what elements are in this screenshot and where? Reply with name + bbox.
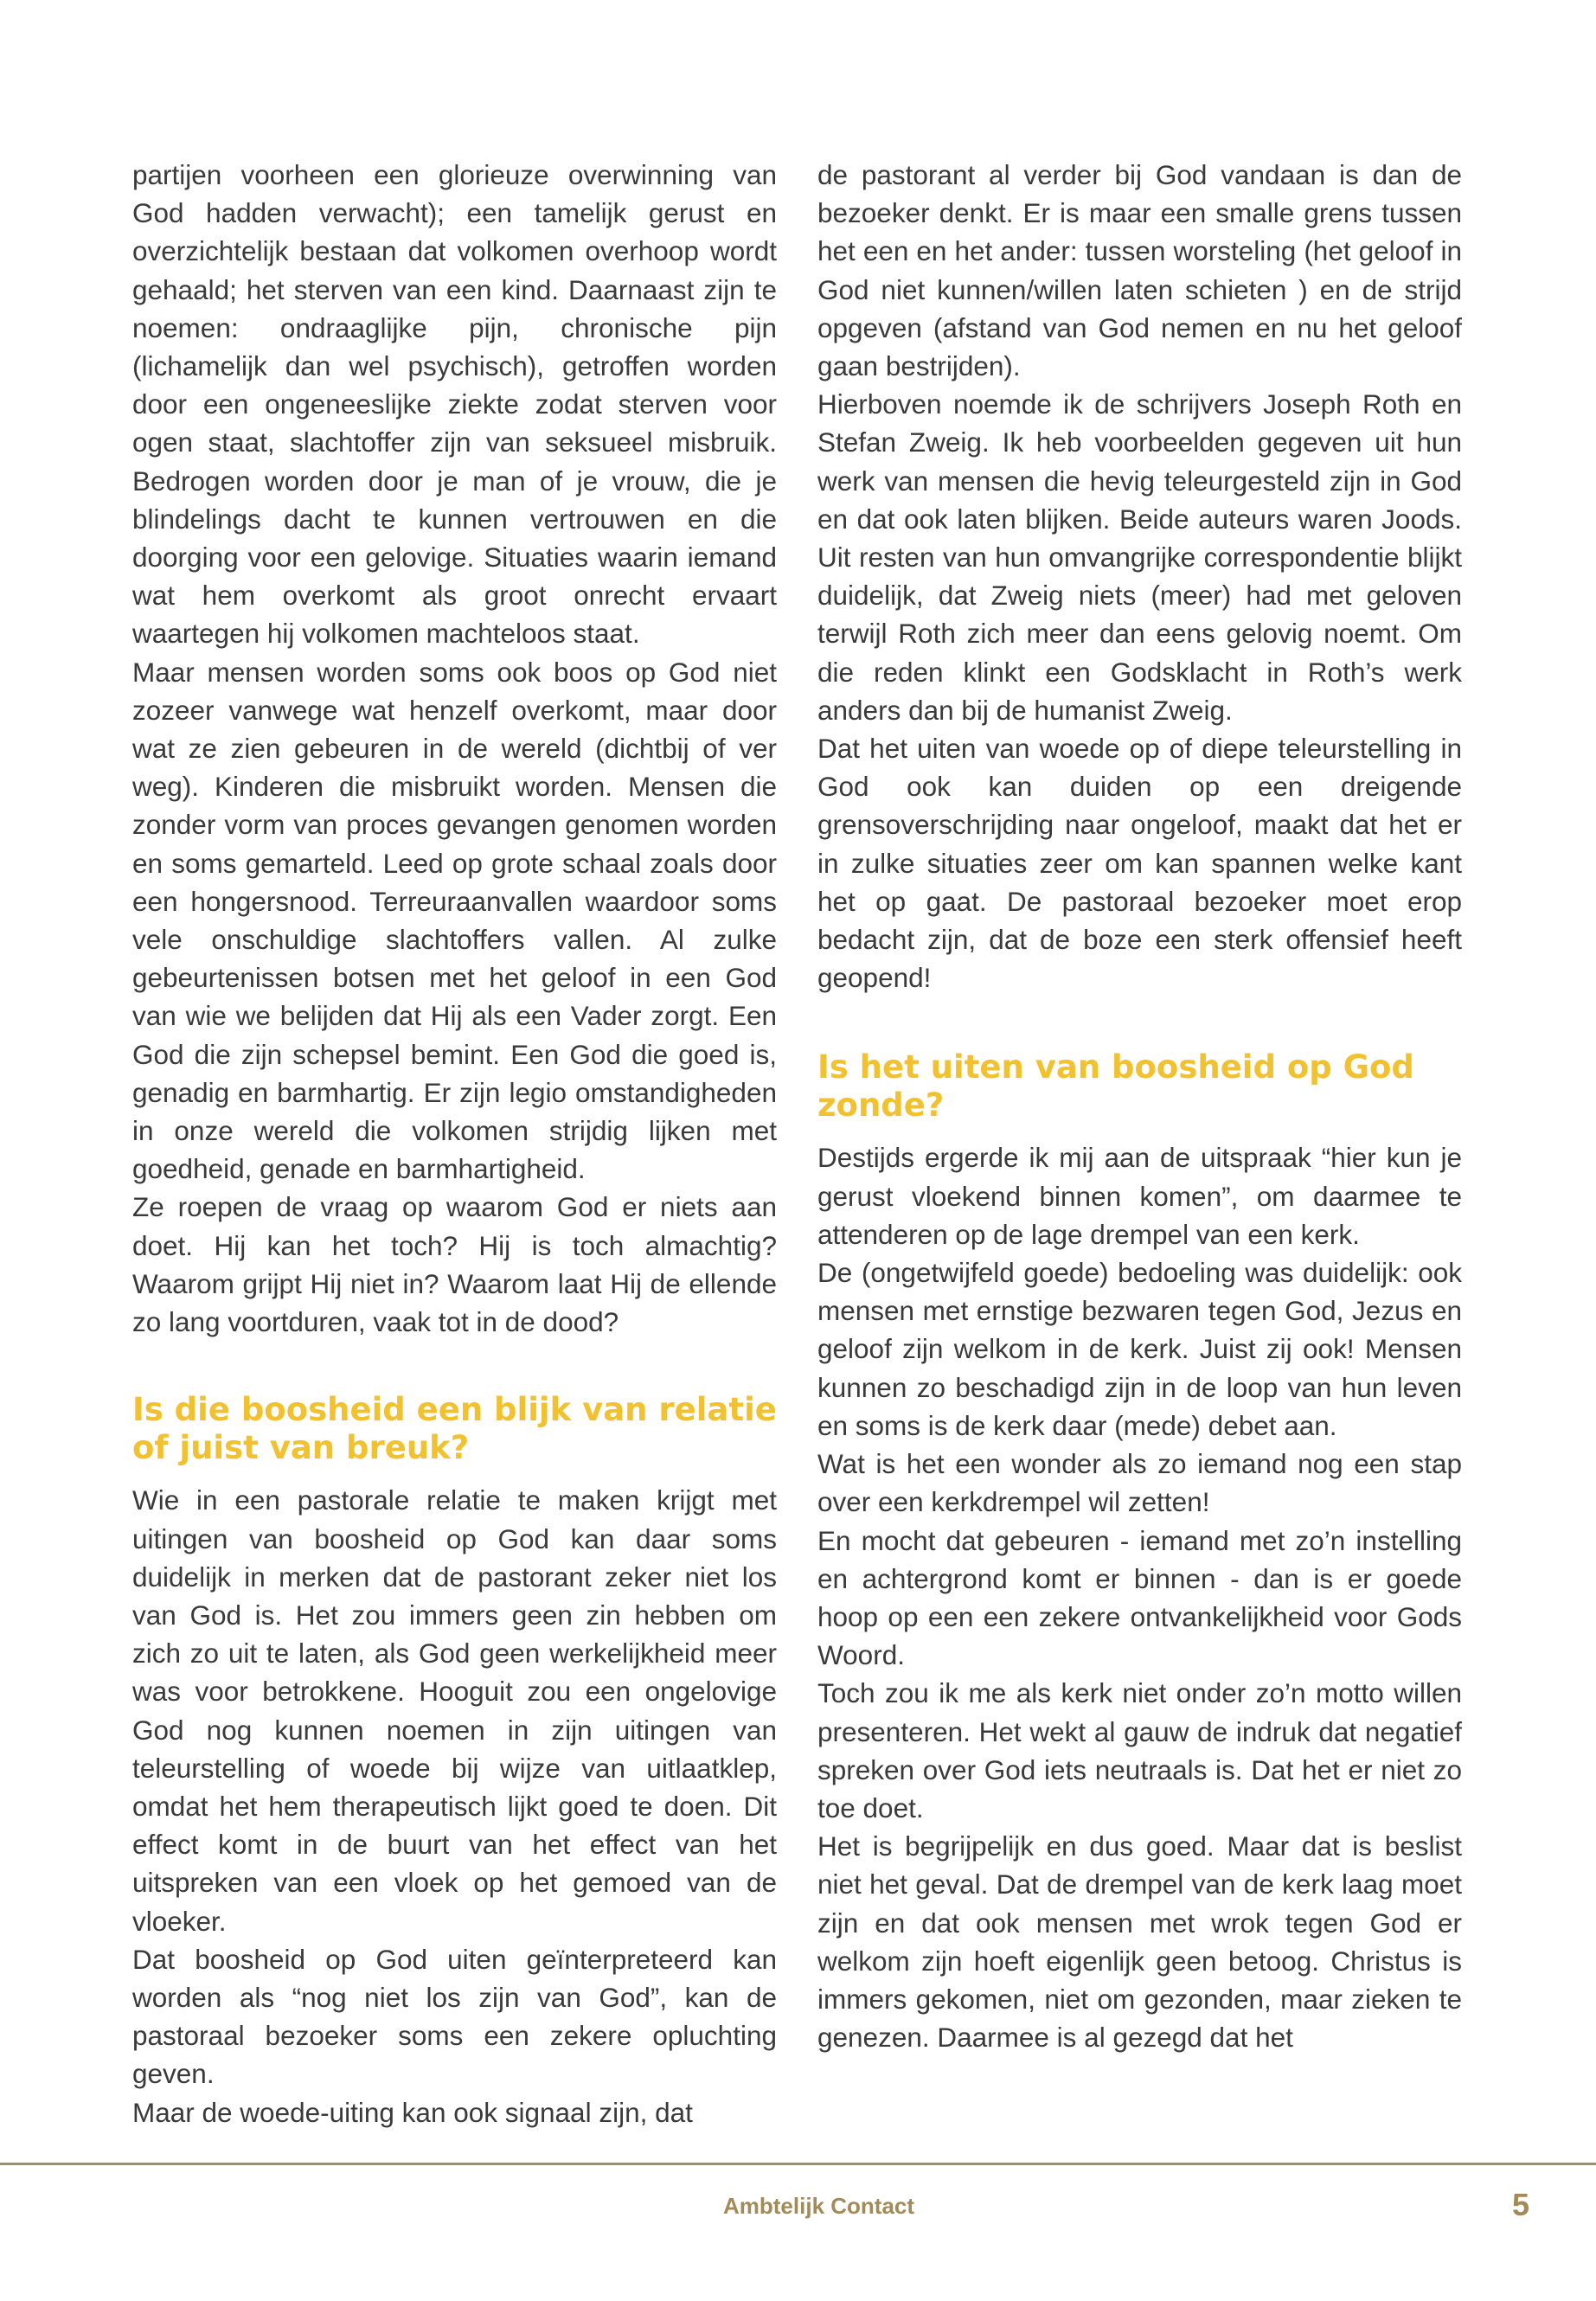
left-column xyxy=(132,156,777,2131)
body-paragraph: Maar mensen worden soms ook boos op God niet zozeer vanwege wat henzelf overkomt, maar door wat ze zien gebeuren in de wereld (dichtbij of ver weg). Kinderen die misbruikt worden. Mensen die zonder vorm van proces gevangen genomen worden en soms gemarteld. Leed op grote schaal zoals door een hongersnood. Terreuraanvallen waardoor soms vele onschuldige slachtoffers vallen. Al zulke gebeurtenissen botsen met het geloof in een God van wie we belijden dat Hij als een Vader zorgt. Een God die zijn schepsel bemint. Een God die goed is, genadig en barmhartig. Er zijn legio omstandigheden in onze wereld die volkomen strijdig lijken met goedheid, genade en barmhartigheid. xyxy=(132,656,777,1185)
body-paragraph: Wat is het een wonder als zo iemand nog een stap over een kerkdrempel wil zetten! xyxy=(817,1448,1462,1518)
body-paragraph: de pastorant al verder bij God vandaan is dan de bezoeker denkt. Er is maar een smalle grens tussen het een en het ander: tussen worsteling (het geloof in God niet kunnen/willen laten schieten ) en de strijd opgeven (afstand van God nemen en nu het geloof gaan bestrijden). xyxy=(817,159,1462,382)
body-paragraph: Het is begrijpelijk en dus goed. Maar dat is beslist niet het geval. Dat de drempel van de kerk laag moet zijn en dat ook mensen met wrok tegen God er welkom zijn hoeft eigenlijk geen betoog. Christus is immers gekomen, niet om gezonden, maar zieken te genezen. Daarmee is al gezegd dat het xyxy=(817,1830,1462,2054)
body-paragraph: partijen voorheen een glorieuze overwinning van God hadden verwacht); een tamelijk gerust en overzichtelijk bestaan dat volkomen overhoop wordt gehaald; het sterven van een kind. Daarnaast zijn te noemen: ondraaglijke pijn, chronische pijn (lichamelijk dan wel psychisch), getroffen worden door een ongeneeslijke ziekte zodat sterven voor ogen staat, slachtoffer zijn van seksueel misbruik. Bedrogen worden door je man of je vrouw, die je blindelings dacht te kunnen vertrouwen en die doorging voor een gelovige. Situaties waarin iemand wat hem overkomt als groot onrecht ervaart waartegen hij volkomen machteloos staat. xyxy=(132,159,777,650)
section-heading: Is het uiten van boosheid op God zonde? xyxy=(817,1048,1414,1125)
body-paragraph: De (ongetwijfeld goede) bedoeling was duidelijk: ook mensen met ernstige bezwaren tegen God, Jezus en geloof zijn welkom in de kerk. Juist zij ook! Mensen kunnen zo beschadigd zijn in de loop van hun leven en soms is de kerk daar (mede) debet aan. xyxy=(817,1257,1462,1441)
page-number: 5 xyxy=(1512,2187,1530,2222)
right-column xyxy=(817,156,1462,2056)
body-paragraph: En mocht dat gebeuren - iemand met zo’n instelling en achtergrond komt er binnen - dan is er goede hoop op een een zekere ontvankelijkheid voor Gods Woord. xyxy=(817,1524,1462,1671)
body-paragraph: Hierboven noemde ik de schrijvers Joseph Roth en Stefan Zweig. Ik heb voorbeelden gegeven uit hun werk van mensen die hevig teleurgesteld zijn in God en dat ook laten blijken. Beide auteurs waren Joods. Uit resten van hun omvangrijke correspondentie blijkt duidelijk, dat Zweig niets (meer) had met geloven terwijl Roth zich meer dan eens gelovig noemt. Om die reden klinkt een Godsklacht in Roth’s werk anders dan bij de humanist Zweig. xyxy=(817,388,1462,726)
footer-divider xyxy=(0,2163,1596,2165)
body-paragraph: Maar de woede-uiting kan ook signaal zijn, dat xyxy=(132,2096,693,2128)
body-paragraph: Wie in een pastorale relatie te maken krijgt met uitingen van boosheid op God kan daar soms duidelijk in merken dat de pastorant zeker niet los van God is. Het zou immers geen zin hebben om zich zo uit te laten, als God geen werkelijkheid meer was voor betrokkene. Hooguit zou een ongelovige God nog kunnen noemen in zijn uitingen van teleurstelling of woede bij wijze van uitlaatklep, omdat het hem therapeutisch lijkt goed te doen. Dit effect komt in de buurt van het effect van het uitspreken van een vloek op het gemoed van de vloeker. xyxy=(132,1484,777,1937)
body-paragraph: Destijds ergerde ik mij aan de uitspraak “hier kun je gerust vloekend binnen komen”, om daarmee te attenderen op de lage drempel van een kerk. xyxy=(817,1142,1462,1250)
section-heading: Is die boosheid een blijk van relatie of juist van breuk? xyxy=(132,1391,777,1467)
body-paragraph: Toch zou ik me als kerk niet onder zo’n motto willen presenteren. Het wekt al gauw de indruk dat negatief spreken over God iets neutraals is. Dat het er niet zo toe doet. xyxy=(817,1677,1462,1823)
publication-title: Ambtelijk Contact xyxy=(723,2193,915,2219)
body-paragraph: Dat het uiten van woede op of diepe teleurstelling in God ook kan duiden op een dreigende grensoverschrijding naar ongeloof, maakt dat het er in zulke situaties zeer om kan spannen welke kant het op gaat. De pastoraal bezoeker moet erop bedacht zijn, dat de boze een sterk offensief heeft geopend! xyxy=(817,733,1462,994)
body-paragraph: Ze roepen de vraag op waarom God er niets aan doet. Hij kan het toch? Hij is toch almachtig? Waarom grijpt Hij niet in? Waarom laat Hij de ellende zo lang voortduren, vaak tot in de dood? xyxy=(132,1191,777,1338)
body-paragraph: Dat boosheid op God uiten geïnterpreteerd kan worden als “nog niet los zijn van God”, kan de pastoraal bezoeker soms een zekere opluchting geven. xyxy=(132,1943,777,2090)
